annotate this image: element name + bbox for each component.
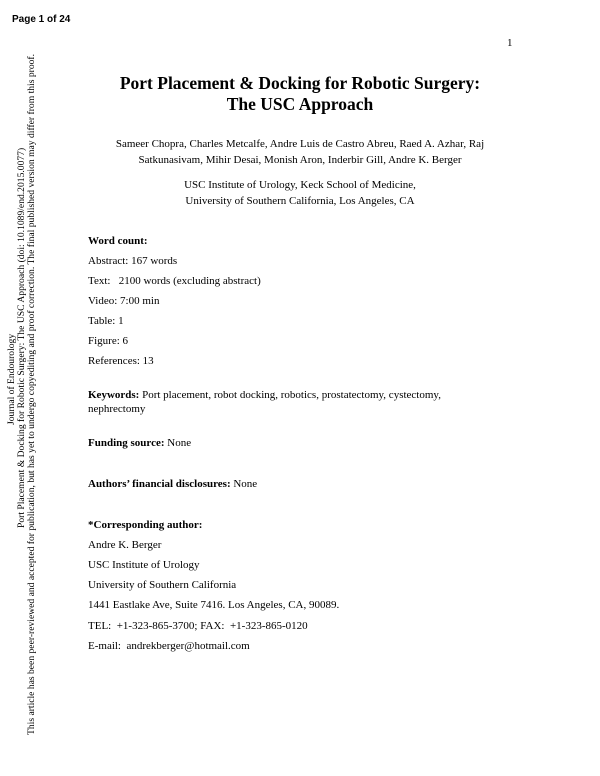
disclosures-label: Authors’ financial disclosures: — [88, 478, 231, 490]
corresponding-heading: *Corresponding author: — [88, 519, 203, 531]
side-journal-name: Journal of Endourology — [6, 333, 17, 425]
page-number: 1 — [507, 37, 513, 49]
word-count-video: Video: 7:00 min — [88, 295, 160, 307]
word-count-heading: Word count: — [88, 235, 148, 247]
corresponding-email[interactable]: E-mail: andrekberger@hotmail.com — [88, 640, 250, 652]
keywords-label: Keywords: — [88, 389, 140, 401]
corresponding-phone: TEL: +1-323-865-3700; FAX: +1-323-865-0120 — [88, 620, 308, 632]
word-count-table: Table: 1 — [88, 315, 124, 327]
affiliation — [80, 177, 520, 209]
corresponding-university: University of Southern California — [88, 579, 237, 591]
authors — [80, 136, 520, 168]
disclosures — [88, 477, 257, 491]
page-indicator: Page 1 of 24 — [12, 14, 71, 25]
disclosures-value: None — [230, 478, 258, 490]
authors-line-2: Satkunasivam, Mihir Desai, Monish Aron, Inderbir Gill, Andre K. Berger — [138, 154, 462, 166]
corresponding-name: Andre K. Berger — [88, 539, 162, 551]
keywords-value: Port placement, robot docking, robotics, prostatectomy, cystectomy, nephrectomy — [88, 389, 441, 415]
funding-value: None — [164, 437, 192, 449]
authors-line-1: Sameer Chopra, Charles Metcalfe, Andre Luis de Castro Abreu, Raed A. Azhar, Raj — [115, 138, 485, 150]
word-count-figure: Figure: 6 — [88, 335, 129, 347]
side-disclaimer: This article has been peer-reviewed and accepted for publication, but has yet to undergo copyediting and proof correction. The final published version may differ from this proof. — [26, 53, 37, 735]
title-line-1: Port Placement & Docking for Robotic Surgery: — [119, 73, 481, 93]
affiliation-line-2: University of Southern California, Los Angeles, CA — [185, 195, 415, 207]
corresponding-institute: USC Institute of Urology — [88, 559, 200, 571]
paper-title — [60, 73, 540, 114]
corresponding-address: 1441 Eastlake Ave, Suite 7416. Los Angeles, CA, 90089. — [88, 599, 340, 611]
keywords — [88, 388, 468, 416]
affiliation-line-1: USC Institute of Urology, Keck School of Medicine, — [184, 179, 416, 191]
word-count-references: References: 13 — [88, 355, 154, 367]
funding — [88, 436, 191, 450]
word-count-text: Text: 2100 words (excluding abstract) — [88, 275, 261, 287]
title-line-2: The USC Approach — [226, 93, 374, 114]
word-count-abstract: Abstract: 167 words — [88, 255, 178, 267]
side-article-reference: Port Placement & Docking for Robotic Surgery: The USC Approach (doi: 10.1089/end.2015.0077) — [16, 147, 27, 528]
funding-label: Funding source: — [88, 437, 165, 449]
